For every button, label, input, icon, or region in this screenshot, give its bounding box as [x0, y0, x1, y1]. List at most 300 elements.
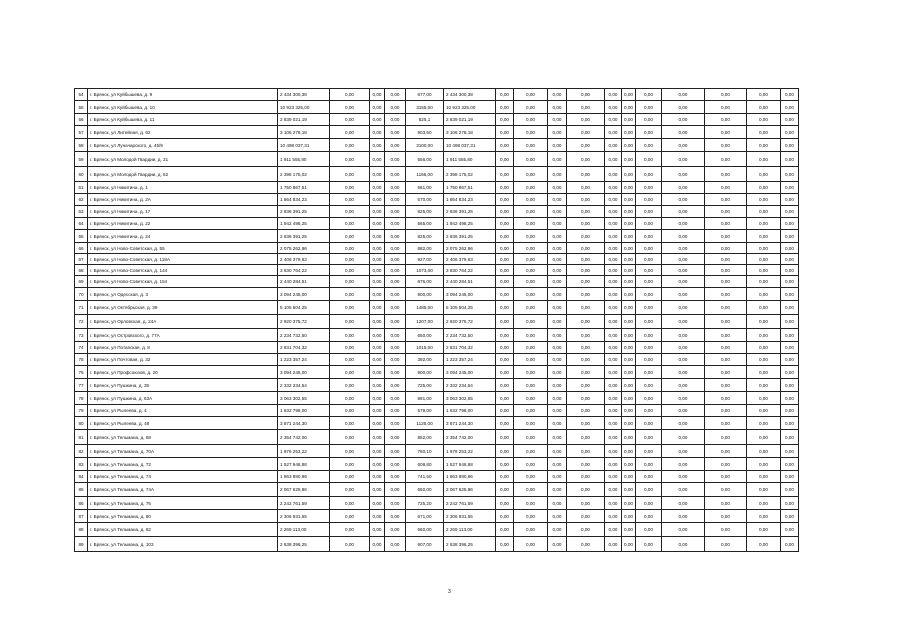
zero-value-cell: 0,00: [704, 471, 746, 483]
zero-value-cell: 0,00: [496, 483, 514, 497]
zero-value-cell: 0,00: [605, 392, 622, 405]
zero-value-cell: 0,00: [385, 126, 406, 139]
zero-value-cell: 0,00: [370, 405, 385, 417]
zero-value-cell: 0,00: [746, 101, 780, 114]
zero-value-cell: 0,00: [661, 315, 704, 329]
zero-value-cell: 0,00: [635, 342, 661, 354]
zero-value-cell: 0,00: [661, 366, 704, 379]
zero-value-cell: 0,00: [496, 315, 514, 329]
zero-value-cell: 0,00: [622, 483, 636, 497]
row-number: 57: [75, 126, 88, 139]
zero-value-cell: 0,00: [780, 139, 798, 152]
zero-value-cell: 0,00: [661, 430, 704, 445]
zero-value-cell: 0,00: [496, 101, 514, 114]
total-cost-cell: 3 063 302,55: [278, 392, 330, 405]
zero-value-cell: 0,00: [370, 126, 385, 139]
cost-repeat-cell: 3 094 245,00: [444, 366, 496, 379]
cost-repeat-cell: 2 406 379,63: [444, 254, 496, 265]
address-cell: г. Брянск, ул Никитина, д. 22: [88, 218, 278, 230]
zero-value-cell: 0,00: [567, 114, 605, 126]
zero-value-cell: 0,00: [605, 354, 622, 366]
row-number: 86: [75, 497, 88, 510]
zero-value-cell: 0,00: [635, 243, 661, 254]
address-cell: г. Брянск, ул Куйбышева, д. 11: [88, 114, 278, 126]
zero-value-cell: 0,00: [704, 288, 746, 301]
zero-value-cell: 0,00: [567, 288, 605, 301]
zero-value-cell: 0,00: [370, 182, 385, 194]
zero-value-cell: 0,00: [385, 139, 406, 152]
zero-value-cell: 0,00: [370, 101, 385, 114]
area-cell: 579,00: [406, 405, 444, 417]
total-cost-cell: 3 871 244,30: [278, 417, 330, 430]
zero-value-cell: 0,00: [330, 218, 370, 230]
area-cell: 1015,00: [406, 342, 444, 354]
area-cell: 907,00: [406, 537, 444, 552]
row-number: 77: [75, 379, 88, 392]
zero-value-cell: 0,00: [635, 126, 661, 139]
zero-value-cell: 0,00: [635, 523, 661, 537]
zero-value-cell: 0,00: [330, 254, 370, 265]
zero-value-cell: 0,00: [330, 537, 370, 552]
zero-value-cell: 0,00: [567, 182, 605, 194]
zero-value-cell: 0,00: [780, 366, 798, 379]
zero-value-cell: 0,00: [330, 182, 370, 194]
row-number: 55: [75, 101, 88, 114]
zero-value-cell: 0,00: [635, 167, 661, 182]
address-cell: г. Брянск, ул Никитина, д. 2А: [88, 194, 278, 206]
zero-value-cell: 0,00: [514, 342, 548, 354]
zero-value-cell: 0,00: [780, 342, 798, 354]
address-cell: г. Брянск, ул Рылеева, д. 4: [88, 405, 278, 417]
total-cost-cell: 5 105 504,25: [278, 301, 330, 315]
zero-value-cell: 0,00: [622, 445, 636, 458]
zero-value-cell: 0,00: [330, 523, 370, 537]
zero-value-cell: 0,00: [661, 243, 704, 254]
zero-value-cell: 0,00: [704, 301, 746, 315]
table-row: [75, 366, 799, 379]
row-number: 72: [75, 315, 88, 329]
total-cost-cell: 2 434 300,38: [278, 89, 330, 101]
row-number: 82: [75, 445, 88, 458]
zero-value-cell: 0,00: [330, 510, 370, 523]
zero-value-cell: 0,00: [704, 445, 746, 458]
zero-value-cell: 0,00: [780, 417, 798, 430]
zero-value-cell: 0,00: [605, 537, 622, 552]
zero-value-cell: 0,00: [567, 265, 605, 276]
zero-value-cell: 0,00: [514, 230, 548, 243]
zero-value-cell: 0,00: [330, 265, 370, 276]
zero-value-cell: 0,00: [605, 265, 622, 276]
zero-value-cell: 0,00: [780, 276, 798, 288]
zero-value-cell: 0,00: [622, 315, 636, 329]
total-cost-cell: 10 498 037,31: [278, 139, 330, 152]
zero-value-cell: 0,00: [704, 182, 746, 194]
zero-value-cell: 0,00: [370, 342, 385, 354]
zero-value-cell: 0,00: [496, 276, 514, 288]
row-number: 84: [75, 471, 88, 483]
area-cell: 676,00: [406, 276, 444, 288]
zero-value-cell: 0,00: [780, 243, 798, 254]
area-cell: 825,00: [406, 206, 444, 218]
zero-value-cell: 0,00: [385, 89, 406, 101]
zero-value-cell: 0,00: [704, 230, 746, 243]
area-cell: 780,10: [406, 445, 444, 458]
zero-value-cell: 0,00: [622, 218, 636, 230]
zero-value-cell: 0,00: [514, 301, 548, 315]
zero-value-cell: 0,00: [385, 392, 406, 405]
total-cost-cell: 2 067 625,86: [278, 483, 330, 497]
zero-value-cell: 0,00: [330, 243, 370, 254]
row-number: 58: [75, 139, 88, 152]
zero-value-cell: 0,00: [704, 392, 746, 405]
document-sheet: [74, 88, 799, 552]
zero-value-cell: 0,00: [622, 430, 636, 445]
zero-value-cell: 0,00: [780, 218, 798, 230]
zero-value-cell: 0,00: [496, 152, 514, 167]
zero-value-cell: 0,00: [330, 342, 370, 354]
cost-repeat-cell: 5 105 504,25: [444, 301, 496, 315]
zero-value-cell: 0,00: [635, 182, 661, 194]
total-cost-cell: 2 234 732,50: [278, 329, 330, 342]
zero-value-cell: 0,00: [548, 537, 567, 552]
zero-value-cell: 0,00: [746, 366, 780, 379]
zero-value-cell: 0,00: [385, 430, 406, 445]
zero-value-cell: 0,00: [746, 471, 780, 483]
zero-value-cell: 0,00: [385, 182, 406, 194]
zero-value-cell: 0,00: [496, 329, 514, 342]
zero-value-cell: 0,00: [780, 379, 798, 392]
table-row: [75, 379, 799, 392]
table-row: [75, 537, 799, 552]
zero-value-cell: 0,00: [514, 243, 548, 254]
zero-value-cell: 0,00: [704, 101, 746, 114]
table-row: [75, 392, 799, 405]
zero-value-cell: 0,00: [661, 182, 704, 194]
cost-repeat-cell: 2 354 742,00: [444, 430, 496, 445]
zero-value-cell: 0,00: [330, 458, 370, 471]
zero-value-cell: 0,00: [496, 254, 514, 265]
zero-value-cell: 0,00: [330, 405, 370, 417]
zero-value-cell: 0,00: [567, 537, 605, 552]
zero-value-cell: 0,00: [330, 329, 370, 342]
zero-value-cell: 0,00: [635, 315, 661, 329]
zero-value-cell: 0,00: [330, 152, 370, 167]
zero-value-cell: 0,00: [548, 301, 567, 315]
zero-value-cell: 0,00: [567, 510, 605, 523]
zero-value-cell: 0,00: [622, 523, 636, 537]
zero-value-cell: 0,00: [548, 288, 567, 301]
zero-value-cell: 0,00: [514, 114, 548, 126]
zero-value-cell: 0,00: [567, 366, 605, 379]
zero-value-cell: 0,00: [514, 254, 548, 265]
zero-value-cell: 0,00: [385, 483, 406, 497]
cost-repeat-cell: 2 440 284,51: [444, 276, 496, 288]
zero-value-cell: 0,00: [567, 254, 605, 265]
zero-value-cell: 0,00: [605, 301, 622, 315]
table-row: [75, 243, 799, 254]
zero-value-cell: 0,00: [661, 483, 704, 497]
cost-repeat-cell: 1 864 834,23: [444, 194, 496, 206]
total-cost-cell: 2 638 396,25: [278, 537, 330, 552]
zero-value-cell: 0,00: [567, 243, 605, 254]
zero-value-cell: 0,00: [605, 379, 622, 392]
total-cost-cell: 2 332 234,54: [278, 379, 330, 392]
zero-value-cell: 0,00: [370, 417, 385, 430]
zero-value-cell: 0,00: [622, 276, 636, 288]
zero-value-cell: 0,00: [548, 366, 567, 379]
table-row: [75, 139, 799, 152]
zero-value-cell: 0,00: [605, 445, 622, 458]
table-row: [75, 301, 799, 315]
zero-value-cell: 0,00: [514, 206, 548, 218]
zero-value-cell: 0,00: [548, 276, 567, 288]
table-row: [75, 288, 799, 301]
row-number: 70: [75, 288, 88, 301]
table-row: [75, 206, 799, 218]
zero-value-cell: 0,00: [496, 366, 514, 379]
table-row: [75, 405, 799, 417]
cost-repeat-cell: 1 976 253,22: [444, 445, 496, 458]
zero-value-cell: 0,00: [661, 265, 704, 276]
total-cost-cell: 3 106 278,18: [278, 126, 330, 139]
total-cost-cell: 1 750 867,51: [278, 182, 330, 194]
area-cell: 725,00: [406, 379, 444, 392]
zero-value-cell: 0,00: [704, 458, 746, 471]
zero-value-cell: 0,00: [548, 458, 567, 471]
zero-value-cell: 0,00: [605, 430, 622, 445]
cost-repeat-cell: 2 836 391,25: [444, 230, 496, 243]
area-cell: 825,00: [406, 230, 444, 243]
area-cell: 570,00: [406, 194, 444, 206]
zero-value-cell: 0,00: [514, 182, 548, 194]
zero-value-cell: 0,00: [330, 288, 370, 301]
row-number: 80: [75, 417, 88, 430]
zero-value-cell: 0,00: [622, 301, 636, 315]
zero-value-cell: 0,00: [622, 366, 636, 379]
zero-value-cell: 0,00: [496, 354, 514, 366]
table-row: [75, 114, 799, 126]
address-cell: г. Брянск, ул Ново-Советская, д. 118А: [88, 254, 278, 265]
zero-value-cell: 0,00: [622, 405, 636, 417]
zero-value-cell: 0,00: [661, 342, 704, 354]
row-number: 83: [75, 458, 88, 471]
cost-repeat-cell: 2 831 704,32: [444, 342, 496, 354]
row-number: 54: [75, 89, 88, 101]
zero-value-cell: 0,00: [746, 265, 780, 276]
table-row: [75, 329, 799, 342]
address-cell: г. Брянск, ул Молодой Гвардии, д. 31: [88, 152, 278, 167]
zero-value-cell: 0,00: [661, 218, 704, 230]
address-cell: г. Брянск, ул Тельмана, д. 80: [88, 510, 278, 523]
zero-value-cell: 0,00: [661, 89, 704, 101]
total-cost-cell: 2 836 391,25: [278, 230, 330, 243]
zero-value-cell: 0,00: [704, 537, 746, 552]
zero-value-cell: 0,00: [635, 458, 661, 471]
zero-value-cell: 0,00: [661, 167, 704, 182]
area-cell: 891,00: [406, 392, 444, 405]
zero-value-cell: 0,00: [780, 445, 798, 458]
table-row: [75, 182, 799, 194]
address-cell: г. Брянск, ул Тельмана, д. 76: [88, 497, 278, 510]
zero-value-cell: 0,00: [385, 510, 406, 523]
zero-value-cell: 0,00: [635, 101, 661, 114]
zero-value-cell: 0,00: [746, 230, 780, 243]
row-number: 68: [75, 265, 88, 276]
zero-value-cell: 0,00: [622, 206, 636, 218]
zero-value-cell: 0,00: [496, 523, 514, 537]
address-cell: г. Брянск, ул Тельмана, д. 68: [88, 430, 278, 445]
row-number: 88: [75, 523, 88, 537]
zero-value-cell: 0,00: [548, 230, 567, 243]
area-cell: 741,50: [406, 471, 444, 483]
zero-value-cell: 0,00: [780, 89, 798, 101]
zero-value-cell: 0,00: [514, 417, 548, 430]
zero-value-cell: 0,00: [370, 329, 385, 342]
cost-repeat-cell: 2 398 175,02: [444, 167, 496, 182]
area-cell: 927,00: [406, 254, 444, 265]
zero-value-cell: 0,00: [661, 206, 704, 218]
zero-value-cell: 0,00: [605, 152, 622, 167]
zero-value-cell: 0,00: [746, 392, 780, 405]
zero-value-cell: 0,00: [330, 167, 370, 182]
address-cell: г. Брянск, ул Тельмана, д. 72: [88, 458, 278, 471]
zero-value-cell: 0,00: [780, 483, 798, 497]
zero-value-cell: 0,00: [605, 89, 622, 101]
zero-value-cell: 0,00: [514, 354, 548, 366]
zero-value-cell: 0,00: [605, 182, 622, 194]
zero-value-cell: 0,00: [622, 342, 636, 354]
zero-value-cell: 0,00: [780, 230, 798, 243]
total-cost-cell: 2 306 931,55: [278, 510, 330, 523]
zero-value-cell: 0,00: [370, 276, 385, 288]
zero-value-cell: 0,00: [370, 523, 385, 537]
zero-value-cell: 0,00: [661, 405, 704, 417]
zero-value-cell: 0,00: [780, 315, 798, 329]
zero-value-cell: 0,00: [385, 243, 406, 254]
zero-value-cell: 0,00: [548, 194, 567, 206]
cost-repeat-cell: 2 269 113,00: [444, 523, 496, 537]
zero-value-cell: 0,00: [622, 230, 636, 243]
cost-repeat-cell: 10 923 325,00: [444, 101, 496, 114]
zero-value-cell: 0,00: [548, 89, 567, 101]
zero-value-cell: 0,00: [514, 445, 548, 458]
area-cell: 565,00: [406, 218, 444, 230]
row-number: 71: [75, 301, 88, 315]
zero-value-cell: 0,00: [746, 445, 780, 458]
zero-value-cell: 0,00: [661, 417, 704, 430]
row-number: 85: [75, 483, 88, 497]
table-row: [75, 89, 799, 101]
zero-value-cell: 0,00: [548, 139, 567, 152]
zero-value-cell: 0,00: [622, 89, 636, 101]
table-row: [75, 126, 799, 139]
zero-value-cell: 0,00: [567, 139, 605, 152]
zero-value-cell: 0,00: [330, 497, 370, 510]
zero-value-cell: 0,00: [661, 114, 704, 126]
zero-value-cell: 0,00: [635, 230, 661, 243]
zero-value-cell: 0,00: [496, 206, 514, 218]
zero-value-cell: 0,00: [330, 430, 370, 445]
address-cell: г. Брянск, ул Профсоюзов, д. 20: [88, 366, 278, 379]
zero-value-cell: 0,00: [605, 458, 622, 471]
address-cell: г. Брянск, ул Ново-Советская, д. 55: [88, 243, 278, 254]
zero-value-cell: 0,00: [704, 523, 746, 537]
zero-value-cell: 0,00: [622, 497, 636, 510]
zero-value-cell: 0,00: [661, 101, 704, 114]
zero-value-cell: 0,00: [746, 126, 780, 139]
zero-value-cell: 0,00: [605, 329, 622, 342]
zero-value-cell: 0,00: [548, 379, 567, 392]
zero-value-cell: 0,00: [330, 89, 370, 101]
zero-value-cell: 0,00: [605, 254, 622, 265]
zero-value-cell: 0,00: [780, 523, 798, 537]
address-cell: г. Брянск, ул Островского, д. 77А: [88, 329, 278, 342]
zero-value-cell: 0,00: [496, 301, 514, 315]
zero-value-cell: 0,00: [330, 301, 370, 315]
zero-value-cell: 0,00: [661, 254, 704, 265]
zero-value-cell: 0,00: [635, 510, 661, 523]
zero-value-cell: 0,00: [548, 243, 567, 254]
zero-value-cell: 0,00: [567, 405, 605, 417]
zero-value-cell: 0,00: [605, 206, 622, 218]
area-cell: 392,00: [406, 354, 444, 366]
cost-repeat-cell: 1 863 880,96: [444, 471, 496, 483]
zero-value-cell: 0,00: [385, 458, 406, 471]
cost-repeat-cell: 2 332 234,54: [444, 379, 496, 392]
zero-value-cell: 0,00: [385, 101, 406, 114]
address-cell: г. Брянск, ул Почтовая, д. 32: [88, 354, 278, 366]
zero-value-cell: 0,00: [548, 206, 567, 218]
zero-value-cell: 0,00: [567, 315, 605, 329]
total-cost-cell: 3 830 764,22: [278, 265, 330, 276]
zero-value-cell: 0,00: [605, 417, 622, 430]
zero-value-cell: 0,00: [567, 194, 605, 206]
zero-value-cell: 0,00: [605, 243, 622, 254]
zero-value-cell: 0,00: [661, 152, 704, 167]
address-cell: г. Брянск, ул Одесская, д. 3: [88, 288, 278, 301]
table-row: [75, 342, 799, 354]
zero-value-cell: 0,00: [496, 417, 514, 430]
address-cell: г. Брянск, ул Орловская, д. 24А: [88, 315, 278, 329]
zero-value-cell: 0,00: [567, 392, 605, 405]
zero-value-cell: 0,00: [635, 354, 661, 366]
zero-value-cell: 0,00: [370, 243, 385, 254]
zero-value-cell: 0,00: [780, 510, 798, 523]
zero-value-cell: 0,00: [746, 405, 780, 417]
zero-value-cell: 0,00: [746, 379, 780, 392]
zero-value-cell: 0,00: [514, 329, 548, 342]
zero-value-cell: 0,00: [496, 230, 514, 243]
row-number: 64: [75, 218, 88, 230]
zero-value-cell: 0,00: [704, 430, 746, 445]
total-cost-cell: 2 920 375,72: [278, 315, 330, 329]
zero-value-cell: 0,00: [635, 471, 661, 483]
area-cell: 650,00: [406, 329, 444, 342]
zero-value-cell: 0,00: [370, 288, 385, 301]
address-cell: г. Брянск, ул Рылеева, д. 48: [88, 417, 278, 430]
zero-value-cell: 0,00: [330, 230, 370, 243]
zero-value-cell: 0,00: [370, 379, 385, 392]
zero-value-cell: 0,00: [370, 458, 385, 471]
zero-value-cell: 0,00: [704, 167, 746, 182]
zero-value-cell: 0,00: [385, 329, 406, 342]
zero-value-cell: 0,00: [746, 89, 780, 101]
row-number: 79: [75, 405, 88, 417]
address-cell: г. Брянск, ул Молодой Гвардии, д. 52: [88, 167, 278, 182]
zero-value-cell: 0,00: [635, 218, 661, 230]
zero-value-cell: 0,00: [622, 471, 636, 483]
zero-value-cell: 0,00: [567, 218, 605, 230]
